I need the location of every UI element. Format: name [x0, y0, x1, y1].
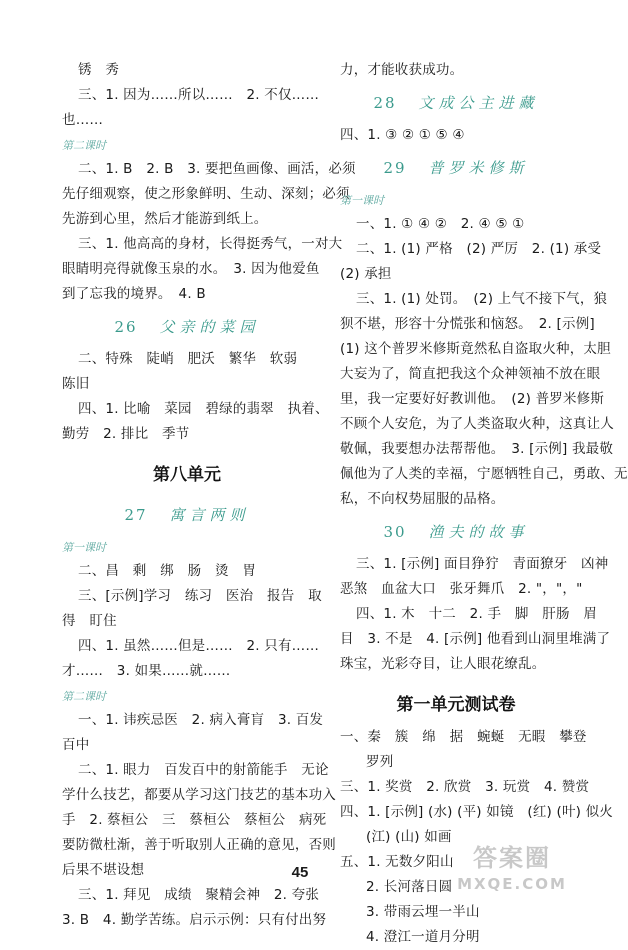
- answer-line: 里，我一定要好好教训他。 (2) 普罗米修斯: [340, 391, 605, 407]
- answer-line: 三、1. 他高高的身材，长得挺秀气，一对大: [78, 236, 343, 252]
- answer-line: (2) 承担: [340, 266, 392, 282]
- answer-line: 五、1. 无数夕阳山: [340, 854, 454, 870]
- lesson-name: 渔夫的故事: [428, 523, 529, 541]
- answer-line: 二、特殊 陡峭 肥沃 繁华 软弱: [78, 351, 298, 367]
- answer-line: (1) 这个普罗米修斯竟然私自盗取火种，太胆: [340, 341, 611, 357]
- lesson-name: 文成公主进藏: [418, 94, 539, 112]
- watermark-text-bottom: MXQE.COM: [457, 875, 567, 893]
- answer-line: (江) (山) 如画: [366, 829, 452, 845]
- answer-line: 先游到心里，然后才能游到纸上。: [62, 211, 268, 227]
- spacer: [62, 447, 312, 455]
- answer-line: 二、1. B 2. B 3. 要把鱼画像、画活，必须: [78, 161, 356, 177]
- answer-line: 百中: [62, 737, 90, 753]
- lesson-number: 30: [383, 523, 407, 541]
- answer-line: 目 3. 不是 4. [示例] 他看到山洞里堆满了: [340, 631, 611, 647]
- lesson-period-tag: 第二课时: [62, 690, 106, 703]
- lesson-title: [340, 83, 572, 123]
- left-column: [62, 58, 356, 933]
- answer-line: 锈 秀: [78, 62, 120, 78]
- answer-line: 二、1. 眼力 百发百中的射箭能手 无论: [78, 762, 329, 778]
- watermark-logo: [442, 842, 582, 902]
- lesson-number: 28: [373, 94, 397, 112]
- answer-line: 2. 长河落日圆: [366, 879, 453, 895]
- answer-line: 佩他为了人类的幸福，宁愿牺牲自己，勇敢、无: [340, 466, 628, 482]
- answer-line: 3. 带雨云埋一半山: [366, 904, 480, 920]
- answer-line: 狈不堪，形容十分慌张和恼怒。 2. [示例]: [340, 316, 595, 332]
- answer-line: 三、1. [示例] 面目狰狞 青面獠牙 凶神: [356, 556, 609, 572]
- answer-line: 陈旧: [62, 376, 90, 392]
- answer-line: 二、1. (1) 严格 (2) 严厉 2. (1) 承受: [356, 241, 602, 257]
- lesson-title: [62, 307, 312, 347]
- lesson-period-tag: 第二课时: [62, 139, 106, 152]
- answer-line: 4. 澄江一道月分明: [366, 929, 480, 945]
- lesson-period-tag: 第一课时: [340, 194, 384, 207]
- answer-line: 学什么技艺，都要从学习这门技艺的基本功入: [62, 787, 336, 803]
- unit-title: 第一单元测试卷: [396, 695, 516, 715]
- answer-line: 不顾个人安危，为了人类盗取火种，这真让人: [340, 416, 614, 432]
- page-number: 45: [291, 864, 309, 881]
- answer-line: 罗列: [366, 754, 394, 770]
- lesson-number: 26: [114, 318, 138, 336]
- lesson-title: [340, 512, 572, 552]
- answer-line: 二、昌 剩 绑 肠 烫 胃: [78, 563, 257, 579]
- answer-line: 才…… 3. 如果……就……: [62, 663, 231, 679]
- watermark-text-top: 答案圈: [473, 844, 551, 872]
- answer-line: 得 盯住: [62, 613, 117, 629]
- answer-line: 四、1. 木 十二 2. 手 脚 肝肠 眉: [356, 606, 598, 622]
- answer-line: 后果不堪设想: [62, 862, 145, 878]
- lesson-name: 普罗米修斯: [428, 159, 529, 177]
- lesson-period-tag: 第一课时: [62, 541, 106, 554]
- lesson-name: 寓言两则: [169, 506, 250, 524]
- answer-line: 力，才能收获成功。: [340, 62, 464, 78]
- answer-line: 眼睛明亮得就像玉泉的水。 3. 因为他爱鱼: [62, 261, 320, 277]
- answer-line: 三、1. 奖赏 2. 欣赏 3. 玩赏 4. 赞赏: [340, 779, 590, 795]
- answer-line: 四、1. ③ ② ① ⑤ ④: [340, 127, 465, 143]
- answer-line: 恶煞 血盆大口 张牙舞爪 2. "，"，": [340, 581, 583, 597]
- answer-line: 一、秦 簇 绵 据 蜿蜒 无暇 攀登: [340, 729, 587, 745]
- answer-line: 私，不向权势屈服的品格。: [340, 491, 505, 507]
- answer-line: 也……: [62, 112, 104, 128]
- lesson-number: 29: [383, 159, 407, 177]
- answer-line: 要防微杜渐，善于听取别人正确的意见，否则: [62, 837, 336, 853]
- right-column: [340, 58, 628, 950]
- answer-line: 勤劳 2. 排比 季节: [62, 426, 190, 442]
- lesson-number: 27: [124, 506, 148, 524]
- answer-line: 四、1. [示例] (水) (平) 如镜 (红) (叶) 似火: [340, 804, 613, 820]
- answer-line: 三、1. (1) 处罚。 (2) 上气不接下气，狼: [356, 291, 608, 307]
- lesson-title: [340, 148, 572, 188]
- answer-line: 三、[示例]学习 练习 医治 报告 取: [78, 588, 322, 604]
- answer-line: 大妄为了，简直把我这个众神领袖不放在眼: [340, 366, 601, 382]
- answer-line: 三、1. 拜见 成绩 聚精会神 2. 夸张: [78, 887, 320, 903]
- answer-line: 一、1. ① ④ ② 2. ④ ⑤ ①: [356, 216, 525, 232]
- answer-line: 3. B 4. 勤学苦练。启示示例：只有付出努: [62, 912, 327, 928]
- answer-line: 珠宝，光彩夺目，让人眼花缭乱。: [340, 656, 546, 672]
- lesson-title: [62, 495, 312, 535]
- spacer: [340, 677, 572, 685]
- answer-line: 一、1. 讳疾忌医 2. 病入膏肓 3. 百发: [78, 712, 324, 728]
- answer-line: 三、1. 因为……所以…… 2. 不仅……: [78, 87, 320, 103]
- unit-title: 第八单元: [153, 465, 221, 485]
- answer-line: 手 2. 蔡桓公 三 蔡桓公 蔡桓公 病死: [62, 812, 327, 828]
- lesson-name: 父亲的菜园: [159, 318, 260, 336]
- answer-line: 先仔细观察，使之形象鲜明、生动、深刻；必须: [62, 186, 350, 202]
- answer-line: 四、1. 虽然……但是…… 2. 只有……: [78, 638, 320, 654]
- answer-line: 四、1. 比喻 菜园 碧绿的翡翠 执着、: [78, 401, 329, 417]
- answer-line: 敬佩，我要想办法帮帮他。 3. [示例] 我最敬: [340, 441, 614, 457]
- answer-line: 到了忘我的境界。 4. B: [62, 286, 206, 302]
